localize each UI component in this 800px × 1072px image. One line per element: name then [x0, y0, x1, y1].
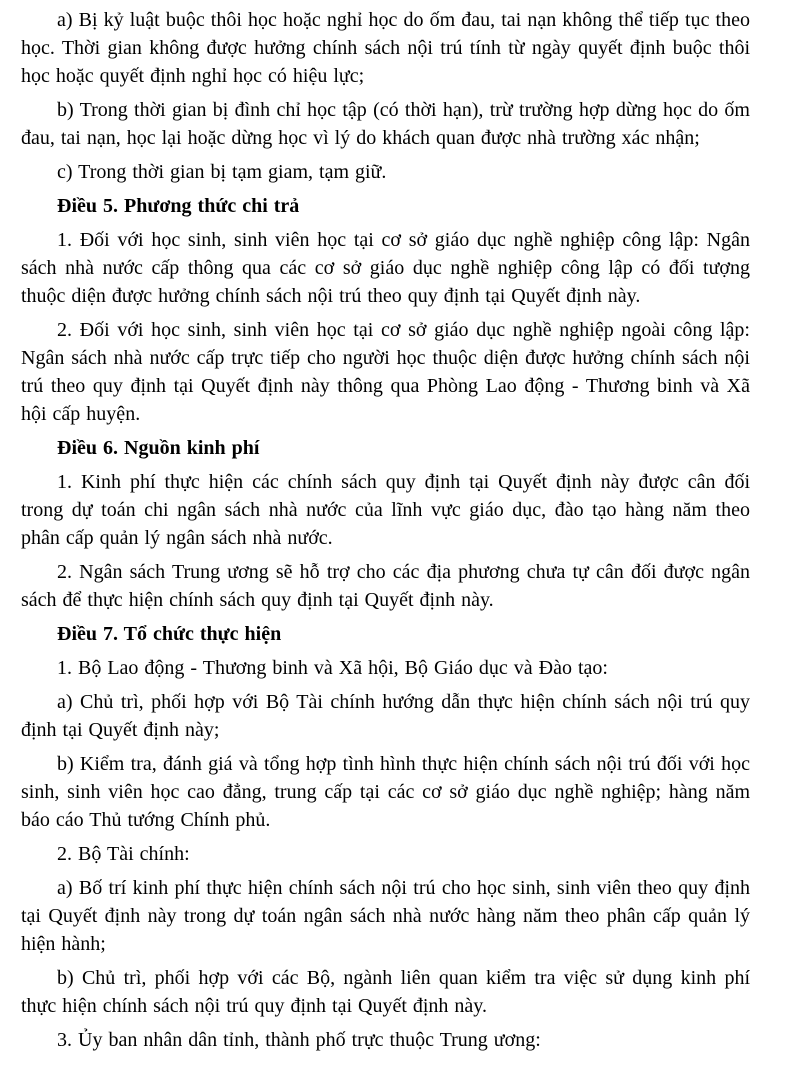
- paragraph-article5-clause1: 1. Đối với học sinh, sinh viên học tại cơ sở giáo dục nghề nghiệp công lập: Ngân sách nhà nước cấp thông qua các cơ sở giáo dục nghề nghiệp công lập có đối tượng thuộc diện được hưởng chính sách nội trú theo quy định tại Quyết định này.: [21, 229, 750, 307]
- paragraph-article7-clause1: 1. Bộ Lao động - Thương binh và Xã hội, Bộ Giáo dục và Đào tạo:: [57, 657, 608, 679]
- paragraph-article7-clause2: 2. Bộ Tài chính:: [57, 843, 190, 865]
- paragraph-article6-clause1: 1. Kinh phí thực hiện các chính sách quy định tại Quyết định này được cân đối trong dự toán chi ngân sách nhà nước của lĩnh vực giáo dục, đào tạo hàng năm theo phân cấp quản lý ngân sách nhà nước.: [21, 471, 750, 549]
- article7-heading: Điều 7. Tổ chức thực hiện: [57, 623, 282, 645]
- bottom-cutoff-region: [21, 1026, 750, 1060]
- paragraph-article5-clause2: 2. Đối với học sinh, sinh viên học tại cơ sở giáo dục nghề nghiệp ngoài công lập: Ngân sách nhà nước cấp trực tiếp cho người học thuộc diện được hưởng chính sách nội trú theo quy định tại Quyết định này thông qua Phòng Lao động - Thương binh và Xã hội cấp huyện.: [21, 319, 750, 425]
- paragraph-article6-clause2: 2. Ngân sách Trung ương sẽ hỗ trợ cho các địa phương chưa tự cân đối được ngân sách để thực hiện chính sách quy định tại Quyết định này.: [21, 561, 750, 611]
- paragraph-article7-clause2-point-a: a) Bố trí kinh phí thực hiện chính sách nội trú cho học sinh, sinh viên theo quy định tại Quyết định này trong dự toán ngân sách nhà nước hàng năm theo phân cấp quản lý hiện hành;: [21, 877, 750, 955]
- paragraph-point-b-article4: b) Trong thời gian bị đình chỉ học tập (có thời hạn), trừ trường hợp dừng học do ốm đau, tai nạn, học lại hoặc dừng học vì lý do khách quan được nhà trường xác nhận;: [21, 99, 750, 149]
- paragraph-point-a-article4: a) Bị kỷ luật buộc thôi học hoặc nghỉ học do ốm đau, tai nạn không thể tiếp tục theo học. Thời gian không được hưởng chính sách nội trú tính từ ngày quyết định buộc thôi học hoặc quyết định nghỉ học có hiệu lực;: [21, 9, 750, 87]
- article5-heading: Điều 5. Phương thức chi trả: [57, 195, 300, 217]
- paragraph-point-c-article4: c) Trong thời gian bị tạm giam, tạm giữ.: [57, 161, 387, 183]
- article6-heading: Điều 6. Nguồn kinh phí: [57, 437, 260, 459]
- paragraph-article7-clause3-cutoff: 3. Ủy ban nhân dân tỉnh, thành phố trực thuộc Trung ương:: [57, 1029, 541, 1051]
- paragraph-article7-clause2-point-b: b) Chủ trì, phối hợp với các Bộ, ngành liên quan kiểm tra việc sử dụng kinh phí thực hiện chính sách nội trú quy định tại Quyết định này.: [21, 967, 750, 1017]
- paragraph-article7-clause1-point-a: a) Chủ trì, phối hợp với Bộ Tài chính hướng dẫn thực hiện chính sách nội trú quy định tại Quyết định này;: [21, 691, 750, 741]
- paragraph-article7-clause1-point-b: b) Kiểm tra, đánh giá và tổng hợp tình hình thực hiện chính sách nội trú đối với học sinh, sinh viên học cao đẳng, trung cấp tại các cơ sở giáo dục nghề nghiệp; hàng năm báo cáo Thủ tướng Chính phủ.: [21, 753, 750, 831]
